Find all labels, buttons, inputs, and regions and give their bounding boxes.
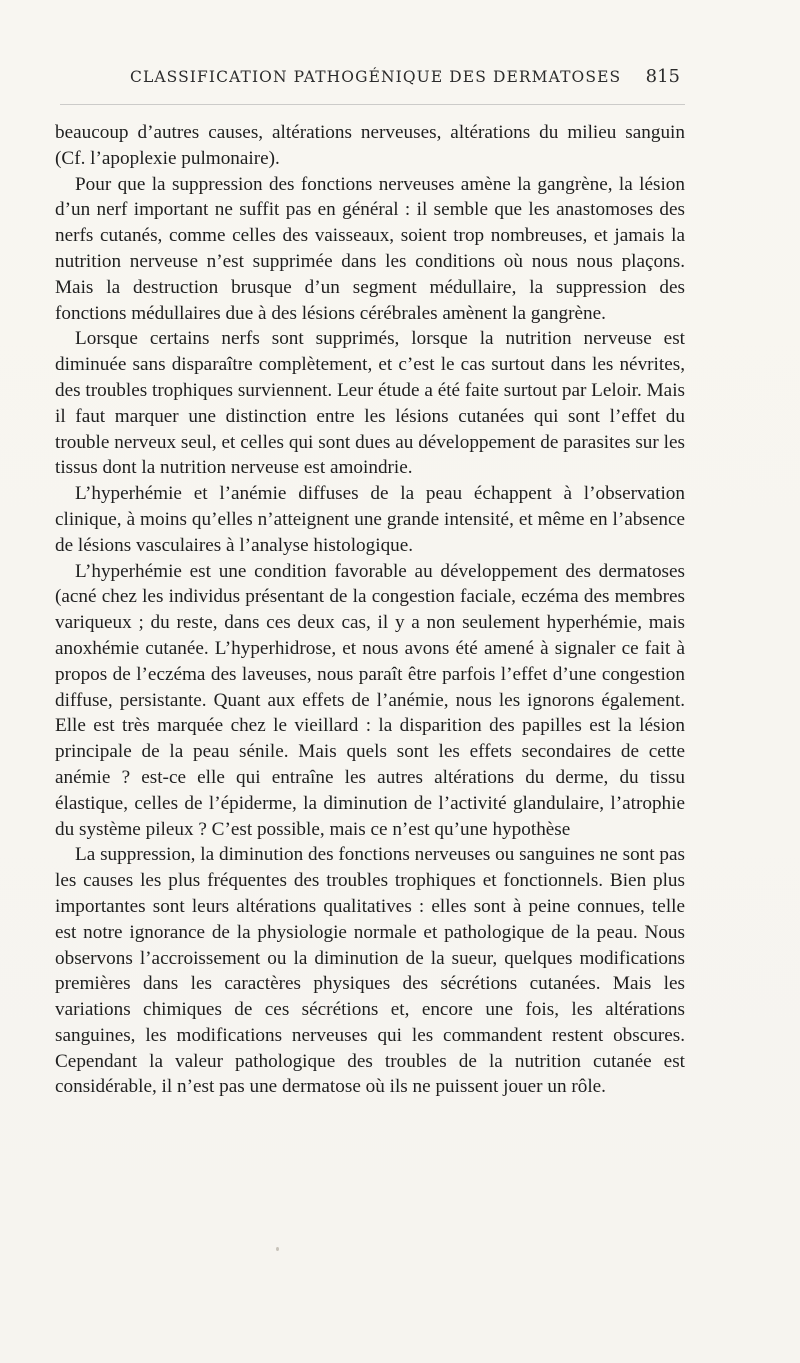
header-rule xyxy=(60,104,685,105)
page-speck xyxy=(276,1247,279,1251)
paragraph: Pour que la suppression des fonctions nerveuses amène la gangrène, la lésion d’un nerf important ne suffit pas en général : il semble que les anastomoses des nerfs cutanés, comme celles des vaisseaux, soient trop nombreuses, et jamais la nutrition nerveuse n’est supprimée dans les conditions où nous nous plaçons. Mais la destruction brusque d’un segment médullaire, la suppression des fonctions médullaires due à des lésions cérébrales amènent la gangrène. xyxy=(55,173,685,324)
paragraph: Lorsque certains nerfs sont supprimés, lorsque la nutrition nerveuse est diminuée sans disparaître complètement, et c’est le cas surtout dans les névrites, des troubles trophiques surviennent. Leur étude a été faite surtout par Leloir. Mais il faut marquer une distinction entre les lésions cutanées qui sont l’effet du trouble nerveux seul, et celles qui sont dues au développement de parasites sur les tissus dont la nutrition nerveuse est amoindrie. xyxy=(55,328,685,479)
running-title: CLASSIFICATION PATHOGÉNIQUE DES DERMATOSES xyxy=(130,68,622,86)
paragraph: La suppression, la diminution des fonctions nerveuses ou sanguines ne sont pas les causes les plus fréquentes des troubles trophiques et fonctionnels. Bien plus importantes sont leurs altérations qualitatives : elles sont à peine connues, telle est notre ignorance de la physiologie normale et pathologique de la peau. Nous observons l’accroissement ou la diminution de la sueur, quelques modifications premières dans les caractères physiques des sécrétions cutanées. Mais les variations chimiques de ces sécrétions et, encore une fois, les altérations sanguines, les modifications nerveuses qui les commandent restent obscures. Cependant la valeur pathologique des troubles de la nutrition cutanée est considérable, il n’est pas une dermatose où ils ne puissent jouer un rôle. xyxy=(55,844,685,1098)
paragraph: L’hyperhémie et l’anémie diffuses de la peau échappent à l’observation clinique, à moins qu’elles n’atteignent une grande intensité, et même en l’absence de lésions vasculaires à l’analyse histologique. xyxy=(55,483,685,556)
paragraph: L’hyperhémie est une condition favorable au développement des dermatoses (acné chez les individus présentant de la congestion faciale, eczéma des membres variqueux ; du reste, dans ces deux cas, il y a non seulement hyperhémie, mais anoxhémie cutanée. L’hyperhidrose, et nous avons été amené à signaler ce fait à propos de l’eczéma des laveuses, nous paraît être parfois l’effet d’une congestion diffuse, persistante. Quant aux effets de l’anémie, nous les ignorons également. Elle est très marquée chez le vieillard : la disparition des papilles est la lésion principale de la peau sénile. Mais quels sont les effets secondaires de cette anémie ? est-ce elle qui entraîne les autres altérations du derme, du tissu élastique, celles de l’épiderme, la diminution de l’activité glandulaire, l’atrophie du système pileux ? C’est possible, mais ce n’est qu’une hypothèse xyxy=(55,560,685,840)
paragraph: beaucoup d’autres causes, altérations nerveuses, altérations du milieu sanguin (Cf. l’apoplexie pulmonaire). xyxy=(55,122,685,169)
body-text xyxy=(55,120,685,1100)
running-head xyxy=(116,66,684,96)
page-number: 815 xyxy=(645,66,680,87)
